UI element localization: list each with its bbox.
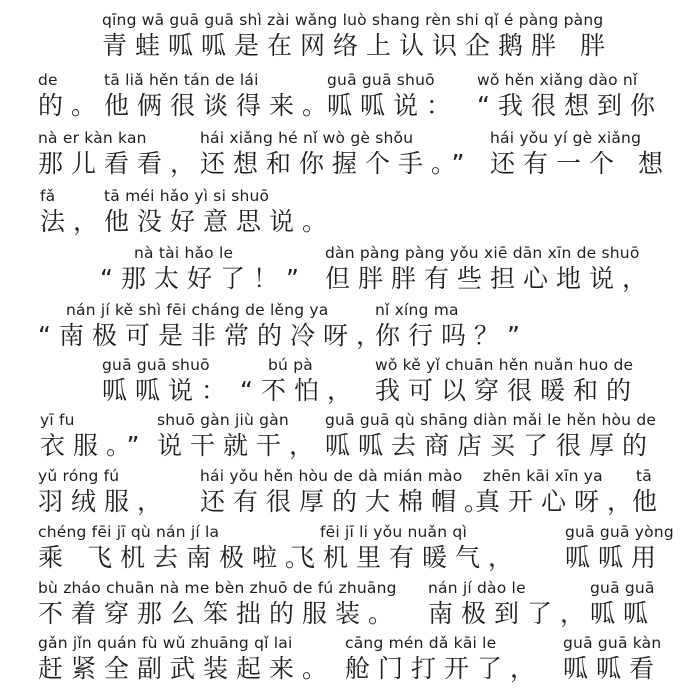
hanzi-text: 他没好意思说。	[104, 207, 336, 236]
pinyin-text: nà er kàn kan	[38, 129, 147, 147]
pinyin-text: wǒ kě yǐ chuān hěn nuǎn huo de	[375, 356, 634, 374]
text-line-6	[0, 300, 690, 360]
pinyin-text: guā guā shuō	[327, 71, 435, 89]
pinyin-text: nán jí dào le	[428, 579, 526, 597]
text-line-8	[0, 410, 690, 470]
pinyin-text: cāng mén dǎ kāi le	[345, 634, 497, 652]
pinyin-text: hái yǒu yí gè xiǎng	[490, 129, 642, 147]
pinyin-text: nà tài hǎo le	[134, 244, 234, 262]
hanzi-text: 说干就干，	[157, 431, 323, 460]
hanzi-text: 青蛙呱呱是在网络上认识企鹅胖 胖	[102, 31, 613, 60]
hanzi-text: “那太好了！”	[100, 264, 307, 293]
hanzi-text: 不着穿那么笨拙的服装。	[38, 599, 402, 628]
text-line-12	[0, 633, 690, 693]
hanzi-text: 还有很厚的大棉帽。	[200, 487, 498, 516]
hanzi-text: 呱呱去商店买了很厚的	[325, 431, 656, 460]
text-line-11	[0, 578, 690, 638]
text-line-7	[0, 355, 690, 415]
hanzi-text: 呱呱	[590, 599, 657, 628]
text-line-5	[0, 243, 690, 303]
hanzi-text: 呱呱用	[565, 543, 665, 572]
pinyin-text: nǐ xíng ma	[375, 301, 459, 319]
pinyin-text: hái xiǎng hé nǐ wò gè shǒu	[200, 129, 414, 147]
pinyin-text: guā guā kàn	[563, 634, 662, 652]
hanzi-text: 呱呱说：	[102, 376, 235, 405]
pinyin-text: yī fu	[40, 411, 75, 429]
hanzi-text: 法，	[40, 207, 107, 236]
pinyin-text: bú pà	[268, 356, 313, 374]
pinyin-text: guā guā shuō	[102, 356, 210, 374]
hanzi-text: 还想和你握个手。”	[200, 149, 473, 178]
pinyin-text: bù zháo chuān nà me bèn zhuō de fú zhuāng	[38, 579, 397, 597]
hanzi-text: 他	[632, 487, 666, 516]
pinyin-text: fǎ	[40, 187, 56, 205]
hanzi-text: 真开心呀，	[475, 487, 641, 516]
pinyin-text: zhēn kāi xīn ya	[483, 467, 603, 485]
text-line-1	[0, 10, 690, 70]
hanzi-text: 南极到了，	[428, 599, 594, 628]
pinyin-text: tā méi hǎo yì si shuō	[104, 187, 270, 205]
pinyin-text: tā liǎ hěn tán de lái	[104, 71, 259, 89]
text-line-4	[0, 186, 690, 246]
pinyin-text: gǎn jǐn quán fù wǔ zhuāng qǐ lai	[38, 634, 293, 652]
text-line-10	[0, 522, 690, 582]
pinyin-text: guā guā yòng	[565, 523, 674, 541]
hanzi-text: 我可以穿很暖和的	[375, 376, 640, 405]
pinyin-text: tā	[636, 467, 652, 485]
pinyin-text: shuō gàn jiù gàn	[157, 411, 289, 429]
pinyin-text: nán jí kě shì fēi cháng de lěng ya	[66, 301, 329, 319]
pinyin-text: chéng fēi jī qù nán jí la	[38, 523, 220, 541]
pinyin-text: yǔ róng fú	[38, 467, 120, 485]
hanzi-text: 羽绒服，	[38, 487, 171, 516]
hanzi-text: 你行吗？”	[375, 321, 528, 350]
pinyin-text: dàn pàng pàng yǒu xiē dān xīn de shuō	[325, 244, 640, 262]
hanzi-text: 乘 飞机去南极啦。	[38, 543, 318, 572]
hanzi-text: 舱门打开了，	[345, 654, 544, 683]
text-line-9	[0, 466, 690, 526]
pinyin-text: de	[38, 71, 58, 89]
hanzi-text: 赶紧全副武装起来。	[38, 654, 336, 683]
pinyin-text: fēi jī li yǒu nuǎn qì	[320, 523, 467, 541]
hanzi-text: 的。	[38, 91, 105, 120]
hanzi-text: “我很想到你	[477, 91, 663, 120]
hanzi-text: 呱呱说：	[327, 91, 460, 120]
hanzi-text: 他俩很谈得来。	[104, 91, 336, 120]
pinyin-text: wǒ hěn xiǎng dào nǐ	[477, 71, 638, 89]
pinyin-text: guā guā qù shāng diàn mǎi le hěn hòu de	[325, 411, 657, 429]
hanzi-text: 那儿看看，	[38, 149, 204, 178]
text-line-3	[0, 128, 690, 188]
hanzi-text: 还有一个 想	[490, 149, 671, 178]
pinyin-text: qīng wā guā guā shì zài wǎng luò shang rèn shi qǐ é pàng pàng	[102, 11, 604, 29]
hanzi-text: 但胖胖有些担心地说，	[325, 264, 656, 293]
text-line-2	[0, 70, 690, 130]
hanzi-text: 衣服。”	[40, 431, 148, 460]
pinyin-text: guā guā	[590, 579, 655, 597]
hanzi-text: 飞机里有暖气，	[290, 543, 522, 572]
hanzi-text: “南极可是非常的冷呀，	[38, 321, 389, 350]
pinyin-text: hái yǒu hěn hòu de dà mián mào	[200, 467, 463, 485]
hanzi-text: 呱呱看	[563, 654, 663, 683]
hanzi-text: “不怕，	[240, 376, 360, 405]
